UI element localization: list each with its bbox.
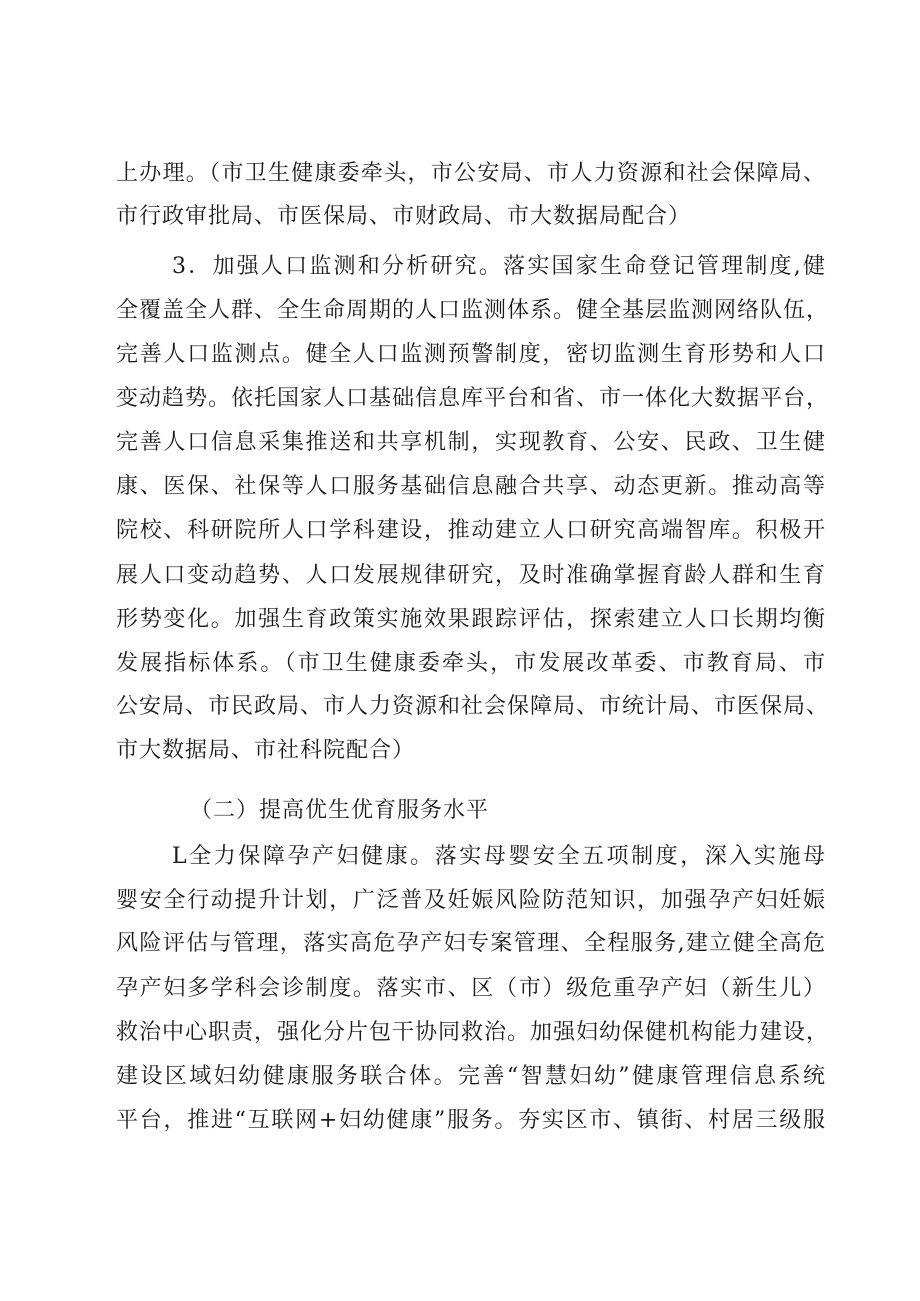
text-line: 形势变化。加强生育政策实施效果跟踪评估，探索建立人口长期均衡	[116, 607, 826, 632]
section-heading: （二）提高优生优育服务水平	[190, 798, 490, 823]
text-line: 平台，推进“互联网+妇幼健康”服务。夯实区市、镇街、村居三级服	[116, 1108, 826, 1133]
text-line: 公安局、市民政局、市人力资源和社会保障局、市统计局、市医保局、	[116, 694, 830, 719]
text-line: 完善人口监测点。健全人口监测预警制度，密切监测生育形势和人口	[116, 342, 826, 367]
text-line: 展人口变动趋势、人口发展规律研究，及时准确掌握育龄人群和生育	[116, 563, 826, 588]
text-line: 完善人口信息采集推送和共享机制，实现教育、公安、民政、卫生健	[116, 430, 826, 455]
text-line: 婴安全行动提升计划，广泛普及妊娠风险防范知识，加强孕产妇妊娠	[116, 888, 826, 913]
text-line: 救治中心职责，强化分片包干协同救治。加强妇幼保健机构能力建设，	[116, 1020, 830, 1045]
text-line: 发展指标体系。（市卫生健康委牵头，市发展改革委、市教育局、市	[116, 651, 826, 676]
text-line: 变动趋势。依托国家人口基础信息库平台和省、市一体化大数据平台，	[116, 386, 830, 411]
text-line: 康、医保、社保等人口服务基础信息融合共享、动态更新。推动高等	[116, 474, 826, 499]
text-line: 市行政审批局、市医保局、市财政局、市大数据局配合）	[116, 204, 692, 229]
text-line: 3．加强人口监测和分析研究。落实国家生命登记管理制度,健	[172, 254, 826, 279]
text-line: 院校、科研院所人口学科建设，推动建立人口研究高端智库。积极开	[116, 518, 826, 543]
text-line: 孕产妇多学科会诊制度。落实市、区（市）级危重孕产妇（新生儿）	[116, 976, 826, 1001]
text-line: 上办理。（市卫生健康委牵头，市公安局、市人力资源和社会保障局、	[116, 161, 826, 186]
text-line: 市大数据局、市社科院配合）	[116, 738, 416, 763]
text-line: 风险评估与管理，落实高危孕产妇专案管理、全程服务,建立健全高危	[116, 931, 826, 956]
text-line: 建设区域妇幼健康服务联合体。完善“智慧妇幼”健康管理信息系统	[116, 1064, 826, 1089]
text-line: 全覆盖全人群、全生命周期的人口监测体系。健全基层监测网络队伍，	[116, 298, 830, 323]
text-line: L全力保障孕产妇健康。落实母婴安全五项制度，深入实施母	[172, 844, 826, 869]
